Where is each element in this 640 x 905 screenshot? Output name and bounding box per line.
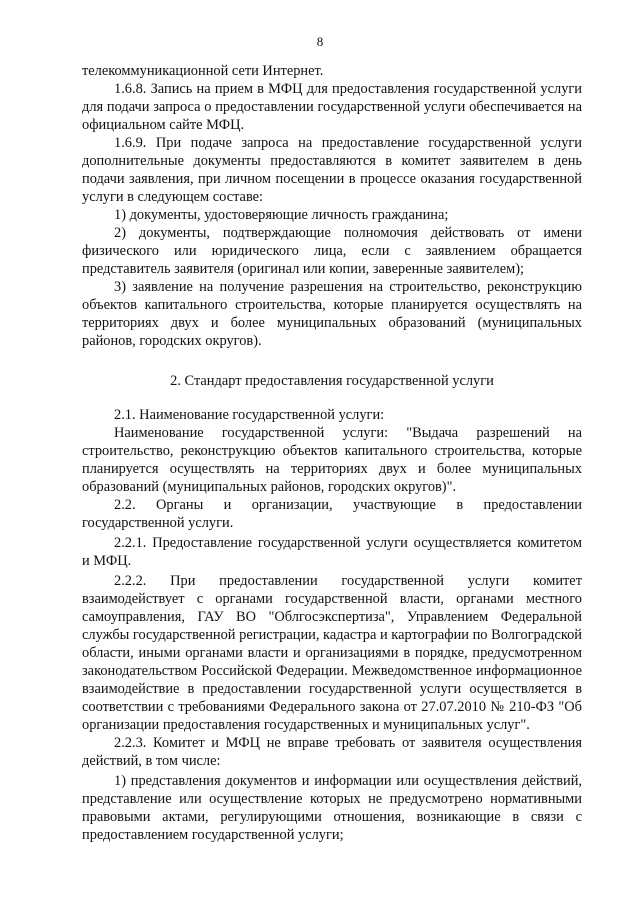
paragraph-service-name: Наименование государственной услуги: "Выдача разрешений на строительство, реконструкцию объектов капитального строительства, которые планируется осуществлять на территориях двух и более муниципальных образований (муниципальных районов, городских округов)".	[82, 425, 582, 495]
document-body	[82, 62, 582, 844]
list-item-requirement-1: 1) представления документов и информации или осуществления действий, представление или осуществление которых не предусмотрено нормативными правовыми актами, регулирующими отношения, возникающие в связи с предоставлением государственной услуги;	[82, 773, 582, 843]
page-number: 8	[316, 34, 324, 49]
paragraph-1-6-9: 1.6.9. При подаче запроса на предоставление государственной услуги дополнительные документы предоставляются в комитет заявителем в день подачи заявления, при личном посещении в процессе оказания государственной услуги в следующем составе:	[82, 135, 582, 205]
paragraph-2-1: 2.1. Наименование государственной услуги:	[114, 407, 385, 423]
paragraph-2-2-2: 2.2.2. При предоставлении государственной услуги комитет взаимодействует с органами государственной власти, органами местного самоуправления, ГАУ ВО "Облгосэкспертиза", Управлением Федеральной службы государственной регистрации, кадастра и картографии по Волгоградской области, иными органами власти и организациями в порядке, предусмотренном законодательством Российской Федерации. Межведомственное информационное взаимодействие в предоставлении государственной услуги осуществляется в соответствии с требованиями Федерального закона от 27.07.2010 № 210-ФЗ "Об организации предоставления государственных и муниципальных услуг".	[82, 573, 582, 733]
paragraph-1-6-8: 1.6.8. Запись на прием в МФЦ для предоставления государственной услуги для подачи запроса о предоставлении государственной услуги обеспечивается на официальном сайте МФЦ.	[82, 81, 582, 133]
paragraph-2-2-1: 2.2.1. Предоставление государственной услуги осуществляется комитетом и МФЦ.	[82, 535, 582, 569]
paragraph-continuation: телекоммуникационной сети Интернет.	[82, 63, 324, 79]
list-item-2: 2) документы, подтверждающие полномочия действовать от имени физического или юридического лица, если с заявлением обращается представитель заявителя (оригинал или копии, заверенные заявителем);	[82, 225, 582, 277]
list-item-1: 1) документы, удостоверяющие личность гражданина;	[114, 207, 449, 223]
paragraph-2-2: 2.2. Органы и организации, участвующие в предоставлении государственной услуги.	[82, 497, 582, 531]
list-item-3: 3) заявление на получение разрешения на строительство, реконструкцию объектов капитального строительства, которые планируется осуществлять на территориях двух и более муниципальных образований (муниципальных районов, городских округов).	[82, 279, 582, 349]
section-heading: 2. Стандарт предоставления государственной услуги	[170, 373, 494, 389]
paragraph-2-2-3: 2.2.3. Комитет и МФЦ не вправе требовать от заявителя осуществления действий, в том числе:	[82, 735, 582, 769]
